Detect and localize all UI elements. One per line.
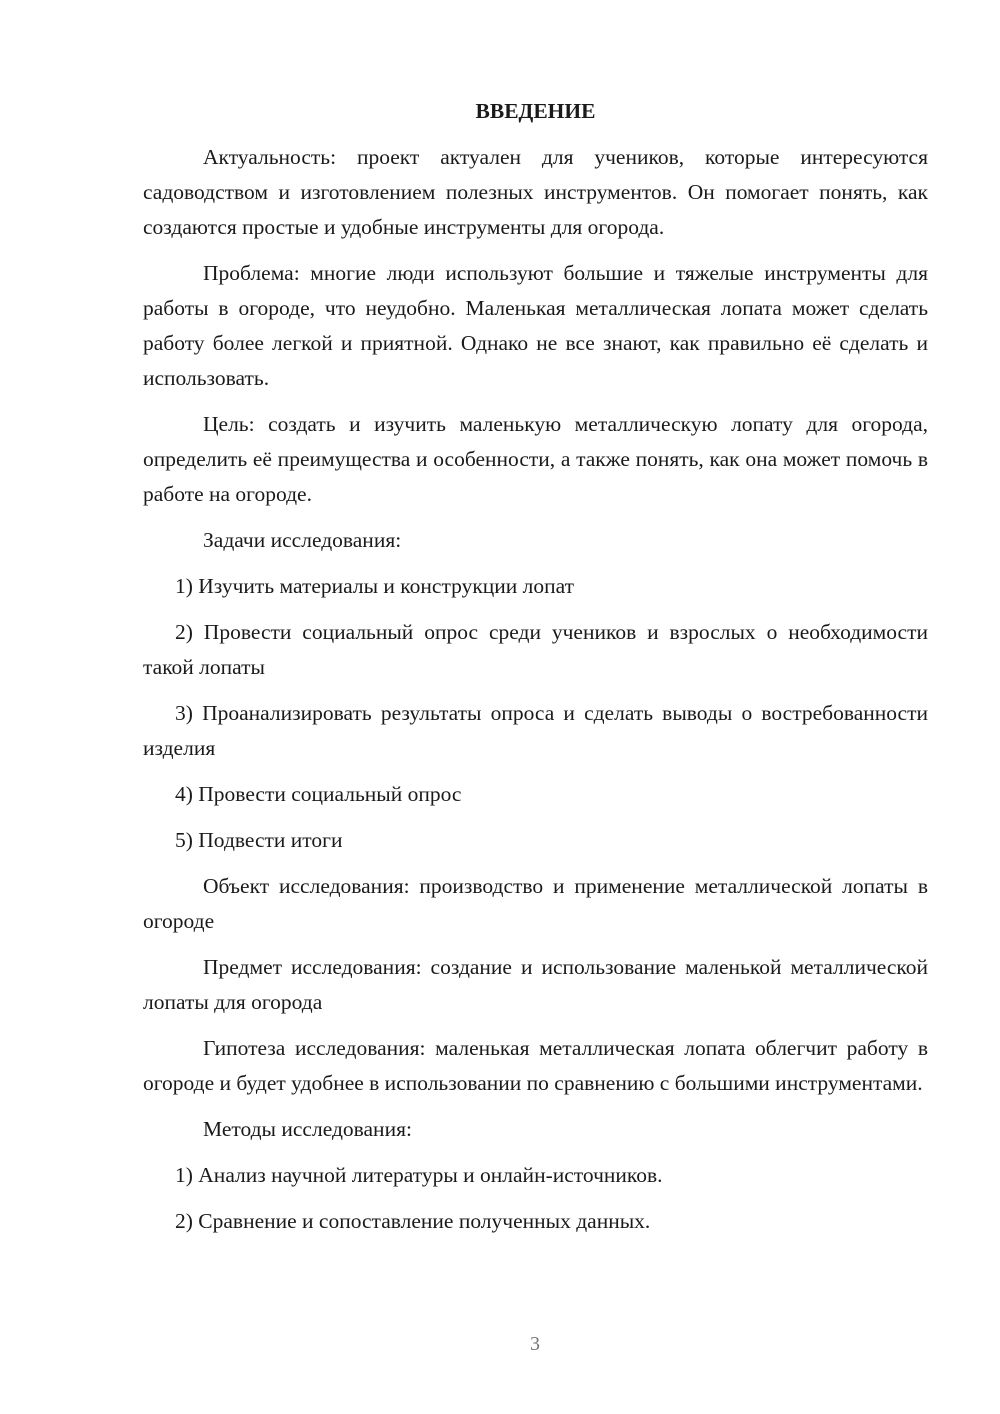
list-item-task-4: 4) Провести социальный опрос <box>175 782 462 806</box>
paragraph-problem: Проблема: многие люди используют большие и тяжелые инструменты для работы в огороде, что неудобно. Маленькая металлическая лопата может сделать работу более легкой и приятной. Однако не все знают, как правильно её сделать и использовать. <box>143 261 928 390</box>
list-item-task-1: 1) Изучить материалы и конструкции лопат <box>175 574 575 598</box>
document-page <box>143 96 928 1250</box>
page-number: 3 <box>530 1333 540 1355</box>
section-title: ВВЕДЕНИЕ <box>475 99 596 123</box>
paragraph-goal: Цель: создать и изучить маленькую металлическую лопату для огорода, определить её преимущества и особенности, а также понять, как она может помочь в работе на огороде. <box>143 412 928 506</box>
paragraph-relevance: Актуальность: проект актуален для учеников, которые интересуются садоводством и изготовлением полезных инструментов. Он помогает понять, как создаются простые и удобные инструменты для огорода. <box>143 145 928 239</box>
methods-heading: Методы исследования: <box>203 1117 412 1141</box>
list-item-task-3: 3) Проанализировать результаты опроса и сделать выводы о востребованности изделия <box>143 701 928 760</box>
paragraph-hypothesis: Гипотеза исследования: маленькая металлическая лопата облегчит работу в огороде и будет удобнее в использовании по сравнению с большими инструментами. <box>143 1036 928 1095</box>
paragraph-object: Объект исследования: производство и применение металлической лопаты в огороде <box>143 874 928 933</box>
paragraph-subject: Предмет исследования: создание и использование маленькой металлической лопаты для огорода <box>143 955 928 1014</box>
tasks-heading: Задачи исследования: <box>203 528 402 552</box>
list-item-method-2: 2) Сравнение и сопоставление полученных данных. <box>175 1209 651 1233</box>
list-item-task-2: 2) Провести социальный опрос среди учеников и взрослых о необходимости такой лопаты <box>143 620 928 679</box>
list-item-method-1: 1) Анализ научной литературы и онлайн-источников. <box>175 1163 663 1187</box>
list-item-task-5: 5) Подвести итоги <box>175 828 343 852</box>
